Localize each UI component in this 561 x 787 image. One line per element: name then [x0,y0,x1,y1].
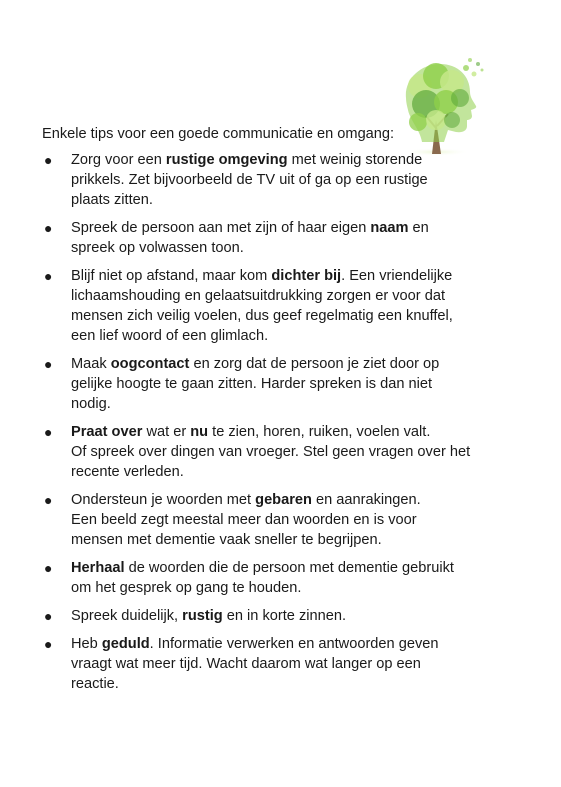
tip-text: wat er [142,424,191,440]
bullet-icon: ● [44,268,53,284]
emphasis-text: gebaren [255,492,312,508]
tip-text: Ondersteun je woorden met [71,492,256,508]
bullet-icon: ● [44,492,53,508]
tip-item [0,606,480,626]
tip-text: Spreek de persoon aan met zijn of haar eigen [71,220,371,236]
emphasis-text: geduld [101,636,150,652]
emphasis-text: oogcontact [110,356,190,372]
bullet-icon: ● [44,560,53,576]
tips-list [0,150,480,694]
tip-item [0,218,480,258]
tip-text: met weinig storende [287,152,423,168]
tip-item [0,266,480,346]
tip-text: vraagt wat meer tijd. Wacht daarom wat langer op een [71,656,421,672]
tip-text: Zorg voor een [71,152,166,168]
tip-item [0,558,480,598]
tip-text: een lief woord of een glimlach. [71,328,269,344]
tip-item [0,490,480,550]
emphasis-text: Praat over [71,424,143,440]
tip-item [0,150,480,210]
tip-text: de woorden die de persoon met dementie gebruikt [124,560,454,576]
tip-text: plaats zitten. [71,192,153,208]
tip-text: Een beeld zegt meestal meer dan woorden en is voor [71,512,417,528]
tip-text: om het gesprek op gang te houden. [71,580,302,596]
tip-text: en in korte zinnen. [222,608,347,624]
tip-text: spreek op volwassen toon. [71,240,244,256]
bullet-icon: ● [44,608,53,624]
tip-item [0,354,480,414]
emphasis-text: naam [370,220,409,236]
bullet-icon: ● [44,152,53,168]
tip-text: lichaamshouding en gelaatsuitdrukking zorgen er voor dat [71,288,445,304]
tip-text: en [408,220,429,236]
bullet-icon: ● [44,356,53,372]
tip-text: te zien, horen, ruiken, voelen valt. [208,424,431,440]
tip-text: Maak [71,356,111,372]
tip-text: gelijke hoogte te gaan zitten. Harder spreken is dan niet [71,376,433,392]
tip-text: Spreek duidelijk, [71,608,183,624]
bullet-icon: ● [44,220,53,236]
bullet-icon: ● [44,636,53,652]
emphasis-text: dichter bij [271,268,342,284]
emphasis-text: rustig [182,608,223,624]
tip-text: en aanrakingen. [311,492,421,508]
tree-head-icon [392,54,488,158]
tip-item [0,422,480,482]
tip-text: Heb [71,636,102,652]
tip-text: en zorg dat de persoon je ziet door op [189,356,440,372]
tip-text: . Een vriendelijke [341,268,453,284]
bullet-icon: ● [44,424,53,440]
emphasis-text: rustige omgeving [165,152,288,168]
tip-text: recente verleden. [71,464,184,480]
tip-text: mensen zich veilig voelen, dus geef regelmatig een knuffel, [71,308,453,324]
tip-item [0,634,480,694]
tip-text: Of spreek over dingen van vroeger. Stel geen vragen over het [71,444,471,460]
tip-text: Blijf niet op afstand, maar kom [71,268,272,284]
tip-text: nodig. [71,396,111,412]
tip-text: mensen met dementie vaak sneller te begrijpen. [71,532,382,548]
tip-text: . Informatie verwerken en antwoorden geven [149,636,439,652]
tip-text: prikkels. Zet bijvoorbeeld de TV uit of ga op een rustige [71,172,428,188]
tip-text: reactie. [71,676,119,692]
emphasis-text: Herhaal [71,560,125,576]
emphasis-text: nu [190,424,209,440]
intro-text: Enkele tips voor een goede communicatie en omgang: [42,126,395,142]
